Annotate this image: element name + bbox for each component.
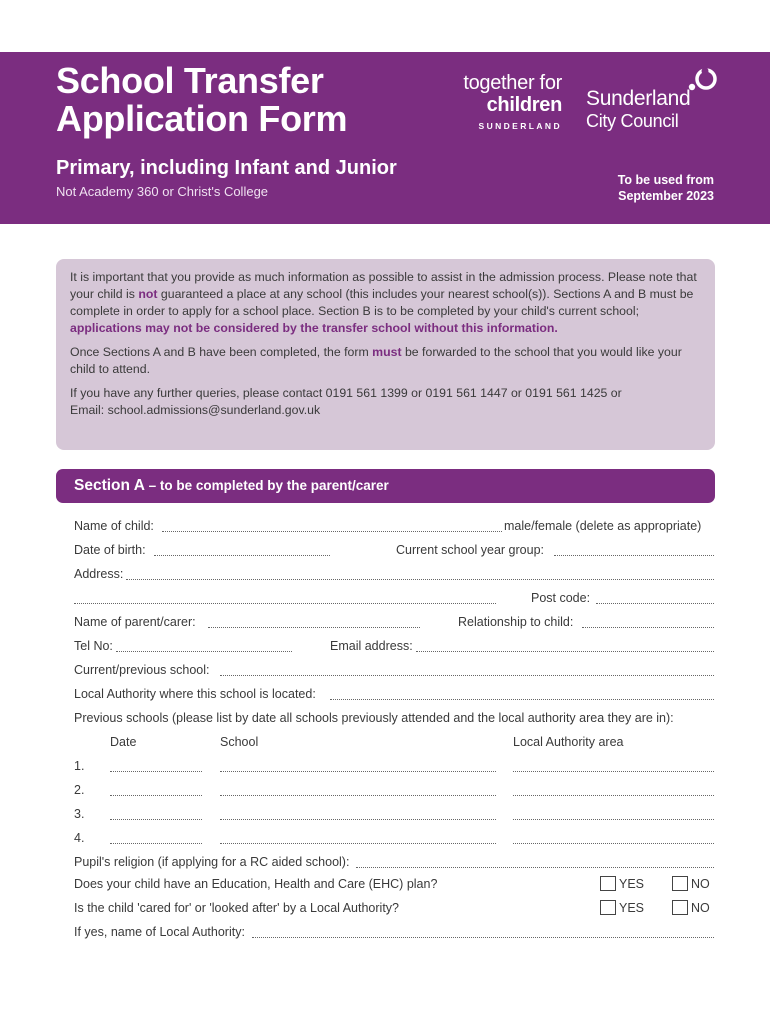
name-of-child-label: Name of child: — [74, 519, 154, 533]
page-title — [56, 62, 347, 138]
email-address-field[interactable] — [416, 651, 714, 652]
parent-name-label: Name of parent/carer: — [74, 615, 196, 629]
previous-school-row — [74, 806, 714, 826]
tel-no-label: Tel No: — [74, 639, 113, 653]
address-label: Address: — [74, 567, 124, 581]
parent-name-field[interactable] — [208, 627, 420, 628]
previous-school-row — [74, 758, 714, 778]
previous-la-field[interactable] — [513, 771, 714, 772]
row-parent — [74, 614, 714, 634]
used-from-line-2: September 2023 — [618, 189, 714, 203]
used-from-note — [544, 172, 714, 204]
previous-date-field[interactable] — [110, 843, 202, 844]
column-local-authority: Local Authority area — [513, 735, 624, 749]
school-la-label: Local Authority where this school is located: — [74, 687, 316, 701]
previous-school-field[interactable] — [220, 795, 496, 796]
ehc-no-checkbox[interactable] — [672, 876, 688, 891]
religion-field[interactable] — [356, 867, 714, 868]
row-current-school — [74, 662, 714, 682]
together-for-children-logo — [438, 72, 562, 131]
post-code-field[interactable] — [596, 603, 714, 604]
info-paragraph-2 — [70, 344, 701, 378]
column-date: Date — [110, 735, 137, 749]
tfc-logo-line-2: children — [486, 94, 562, 116]
school-la-field[interactable] — [330, 699, 714, 700]
info-contact-email: Email: school.admissions@sunderland.gov.uk — [70, 403, 321, 417]
previous-school-field[interactable] — [220, 843, 496, 844]
row-contact — [74, 638, 714, 658]
previous-la-field[interactable] — [513, 843, 714, 844]
current-school-field[interactable] — [220, 675, 714, 676]
row-name-of-child — [74, 518, 714, 538]
cared-for-yes-label: YES — [619, 901, 645, 915]
council-mark-icon — [686, 66, 718, 92]
previous-date-field[interactable] — [110, 795, 202, 796]
ehc-no-label: NO — [691, 877, 710, 891]
religion-label: Pupil's religion (if applying for a RC aided school): — [74, 855, 350, 869]
row-number: 4. — [74, 831, 85, 845]
cared-for-no-checkbox[interactable] — [672, 900, 688, 915]
cared-for-yes-checkbox[interactable] — [600, 900, 616, 915]
row-date-of-birth — [74, 542, 714, 562]
address-field-line-2[interactable] — [74, 603, 496, 604]
column-school: School — [220, 735, 259, 749]
title-line-2: Application Form — [56, 98, 348, 139]
previous-la-field[interactable] — [513, 795, 714, 796]
previous-school-field[interactable] — [220, 771, 496, 772]
row-religion — [74, 854, 714, 874]
row-previous-schools — [74, 710, 714, 730]
section-a-header — [56, 469, 715, 503]
section-a-subtitle: – to be completed by the parent/carer — [144, 478, 389, 493]
previous-school-row — [74, 830, 714, 850]
info-emphasis-warning: applications may not be considered by the transfer school without this information. — [70, 321, 558, 335]
year-group-field[interactable] — [554, 555, 714, 556]
if-yes-la-label: If yes, name of Local Authority: — [74, 925, 245, 939]
tel-no-field[interactable] — [116, 651, 292, 652]
row-if-yes-la — [74, 924, 714, 944]
previous-date-field[interactable] — [110, 819, 202, 820]
date-of-birth-label: Date of birth: — [74, 543, 146, 557]
row-number: 2. — [74, 783, 85, 797]
relationship-label: Relationship to child: — [458, 615, 574, 629]
ehc-yes-checkbox[interactable] — [600, 876, 616, 891]
row-number: 3. — [74, 807, 85, 821]
form-subtitle: Primary, including Infant and Junior — [56, 157, 397, 179]
relationship-field[interactable] — [582, 627, 714, 628]
previous-schools-header — [74, 734, 714, 754]
year-group-label: Current school year group: — [396, 543, 544, 557]
title-line-1: School Transfer — [56, 60, 324, 101]
date-of-birth-field[interactable] — [154, 555, 330, 556]
row-address-2 — [74, 590, 714, 610]
row-school-la — [74, 686, 714, 706]
info-contact-phones: If you have any further queries, please contact 0191 561 1399 or 0191 561 1447 or 0191 561 1425 or — [70, 386, 622, 400]
used-from-line-1: To be used from — [617, 173, 714, 187]
info-emphasis-must: must — [372, 345, 402, 359]
row-cared-for — [74, 900, 714, 920]
previous-date-field[interactable] — [110, 771, 202, 772]
information-box — [56, 259, 715, 450]
male-female-label: male/female (delete as appropriate) — [504, 519, 702, 533]
section-a-title: Section A — [74, 477, 145, 494]
cared-for-no-label: NO — [691, 901, 710, 915]
info-paragraph-1 — [70, 269, 701, 337]
row-ehc-plan — [74, 876, 714, 896]
info-paragraph-3 — [70, 385, 701, 419]
form-subnote: Not Academy 360 or Christ's College — [56, 184, 269, 199]
if-yes-la-field[interactable] — [252, 937, 714, 938]
previous-school-row — [74, 782, 714, 802]
tfc-logo-line-3: SUNDERLAND — [478, 121, 562, 131]
info-text: guaranteed a place at any school (this includes your nearest school(s)). Sections A and B must be complete in order to apply for a school place. Section B is to be completed by your child's current school; — [70, 287, 694, 318]
row-address — [74, 566, 714, 586]
tfc-logo-line-1: together for — [463, 72, 562, 94]
scc-logo-line-2: City Council — [586, 111, 679, 131]
previous-la-field[interactable] — [513, 819, 714, 820]
info-text: be forwarded to the school that you would like your child to attend. — [70, 345, 682, 376]
address-field-line-1[interactable] — [126, 579, 714, 580]
previous-schools-label: Previous schools (please list by date all schools previously attended and the local authority area they are in): — [74, 711, 674, 725]
name-of-child-field[interactable] — [162, 531, 502, 532]
info-text: Once Sections A and B have been completed, the form — [70, 345, 373, 359]
ehc-plan-question: Does your child have an Education, Health and Care (EHC) plan? — [74, 877, 438, 891]
info-emphasis-not: not — [138, 287, 158, 301]
info-text: It is important that you provide as much information as possible to assist in the admission process. Please note that your child is — [70, 270, 697, 301]
ehc-yes-label: YES — [619, 877, 645, 891]
cared-for-question: Is the child 'cared for' or 'looked after' by a Local Authority? — [74, 901, 399, 915]
current-school-label: Current/previous school: — [74, 663, 210, 677]
row-number: 1. — [74, 759, 85, 773]
email-address-label: Email address: — [330, 639, 413, 653]
scc-logo-line-1: Sunderland — [586, 87, 691, 110]
post-code-label: Post code: — [531, 591, 591, 605]
previous-school-field[interactable] — [220, 819, 496, 820]
